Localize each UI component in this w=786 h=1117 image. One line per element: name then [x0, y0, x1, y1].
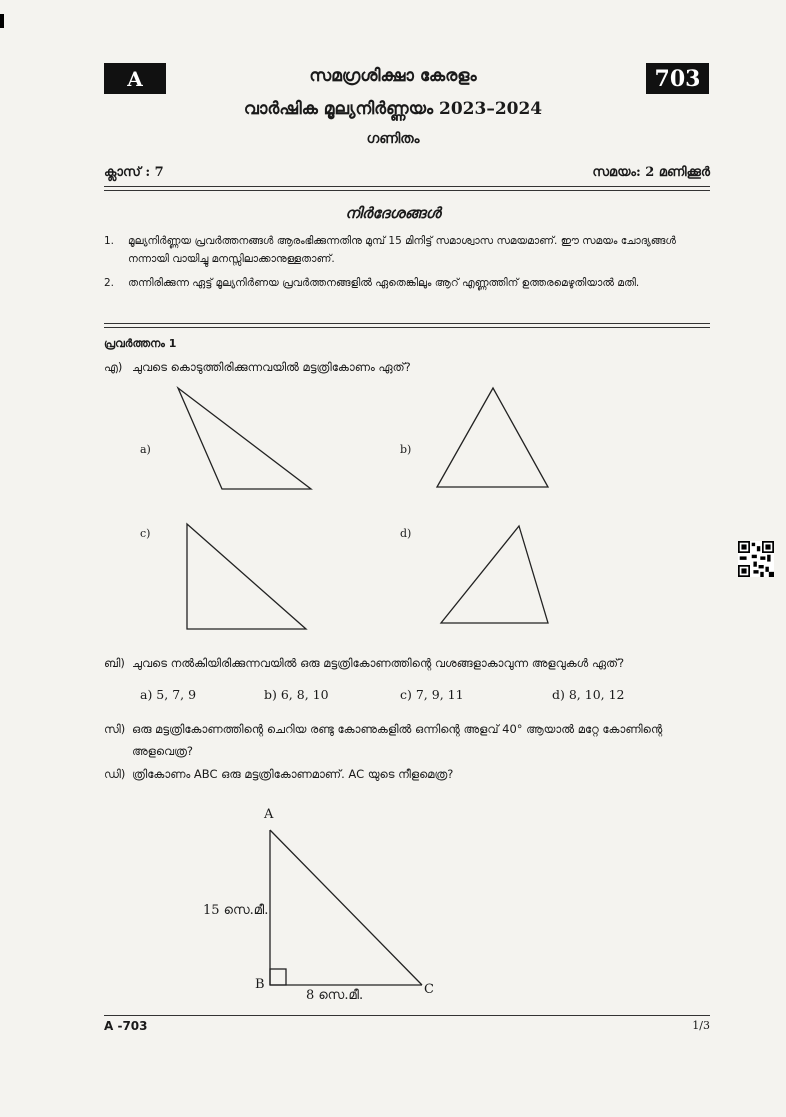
question-label: എ) — [104, 360, 123, 374]
question-label: ഡി) — [104, 767, 126, 781]
question-label: ബി) — [104, 656, 125, 670]
side-ab-label: 15 സെ.മീ. — [203, 903, 269, 918]
footer-code: A -703 — [104, 1019, 148, 1033]
instruction-text: മൂല്യനിർണ്ണയ പ്രവർത്തനങ്ങൾ ആരംഭിക്കുന്നതിനു മുമ്പ് 15 മിനിട്ട് സമാശ്വാസ സമയമാണ്. ഈ സമയം ചോദ്യങ്ങൾ നന്നായി വായിച്ചു മനസ്സിലാക്കാനുള്ളതാണ്. — [128, 235, 676, 265]
paper-code-badge: 703 — [646, 63, 709, 94]
option-b-b: b) 6, 8, 10 — [264, 687, 329, 702]
vertex-c-label: C — [424, 982, 434, 997]
option-c-label: c) — [140, 527, 151, 540]
time-label: സമയം: 2 മണിക്കൂർ — [592, 165, 710, 180]
instruction-number: 1. — [104, 235, 115, 247]
vertex-b-label: B — [255, 977, 265, 992]
exam-title: വാർഷിക മൂല്യനിർണ്ണയം 2023–2024 — [243, 99, 543, 119]
subject-title: ഗണിതം — [366, 131, 420, 147]
footer-rule — [104, 1015, 710, 1016]
question-text: ഒരു മട്ടത്രികോണത്തിന്റെ ചെറിയ രണ്ടു കോണുകളിൽ ഒന്നിന്റെ അളവ് 40° ആയാൽ മറ്റേ കോണിന്റെ അളവെത്ര? — [132, 722, 663, 758]
page-number: 1/3 — [692, 1019, 710, 1032]
question-text: ത്രികോണം ABC ഒരു മട്ടത്രികോണമാണ്. AC യുടെ നീളമെത്ര? — [132, 767, 454, 781]
instructions-heading: നിർദേശങ്ങൾ — [345, 204, 441, 222]
option-b-a: a) 5, 7, 9 — [140, 687, 197, 702]
option-b-label: b) — [400, 443, 412, 456]
instruction-number: 2. — [104, 277, 115, 289]
option-a-label: a) — [140, 443, 151, 456]
option-b-c: c) 7, 9, 11 — [400, 687, 464, 702]
side-ac — [270, 830, 422, 985]
vertex-a-label: A — [264, 807, 274, 822]
set-code-badge: A — [104, 63, 166, 94]
instruction-text: തന്നിരിക്കുന്ന ഏട്ട് മൂല്യനിർണയ പ്രവർത്തനങ്ങളിൽ ഏതെങ്കിലും ആറ് എണ്ണത്തിന് ഉത്തരമെഴുതിയാൽ മതി. — [128, 277, 640, 289]
question-text: ചുവടെ നൽകിയിരിക്കുന്നവയിൽ ഒരു മട്ടത്രികോണത്തിന്റെ വശങ്ങളാകാവുന്ന അളവുകൾ ഏത്? — [132, 656, 625, 670]
option-b-d: d) 8, 10, 12 — [552, 687, 625, 702]
question-text: ചുവടെ കൊടുത്തിരിക്കുന്നവയിൽ മട്ടത്രികോണം ഏത്? — [132, 360, 411, 374]
class-label: ക്ലാസ് : 7 — [104, 165, 164, 180]
side-bc-label: 8 സെ.മീ. — [306, 988, 364, 1003]
question-label: സി) — [104, 722, 126, 736]
exam-authority-title: സമഗ്രശിക്ഷാ കേരളം — [309, 66, 477, 86]
option-d-label: d) — [400, 527, 412, 540]
qr-code-icon — [738, 541, 774, 577]
activity-title: പ്രവർത്തനം 1 — [104, 337, 177, 350]
right-angle-mark — [270, 969, 286, 985]
